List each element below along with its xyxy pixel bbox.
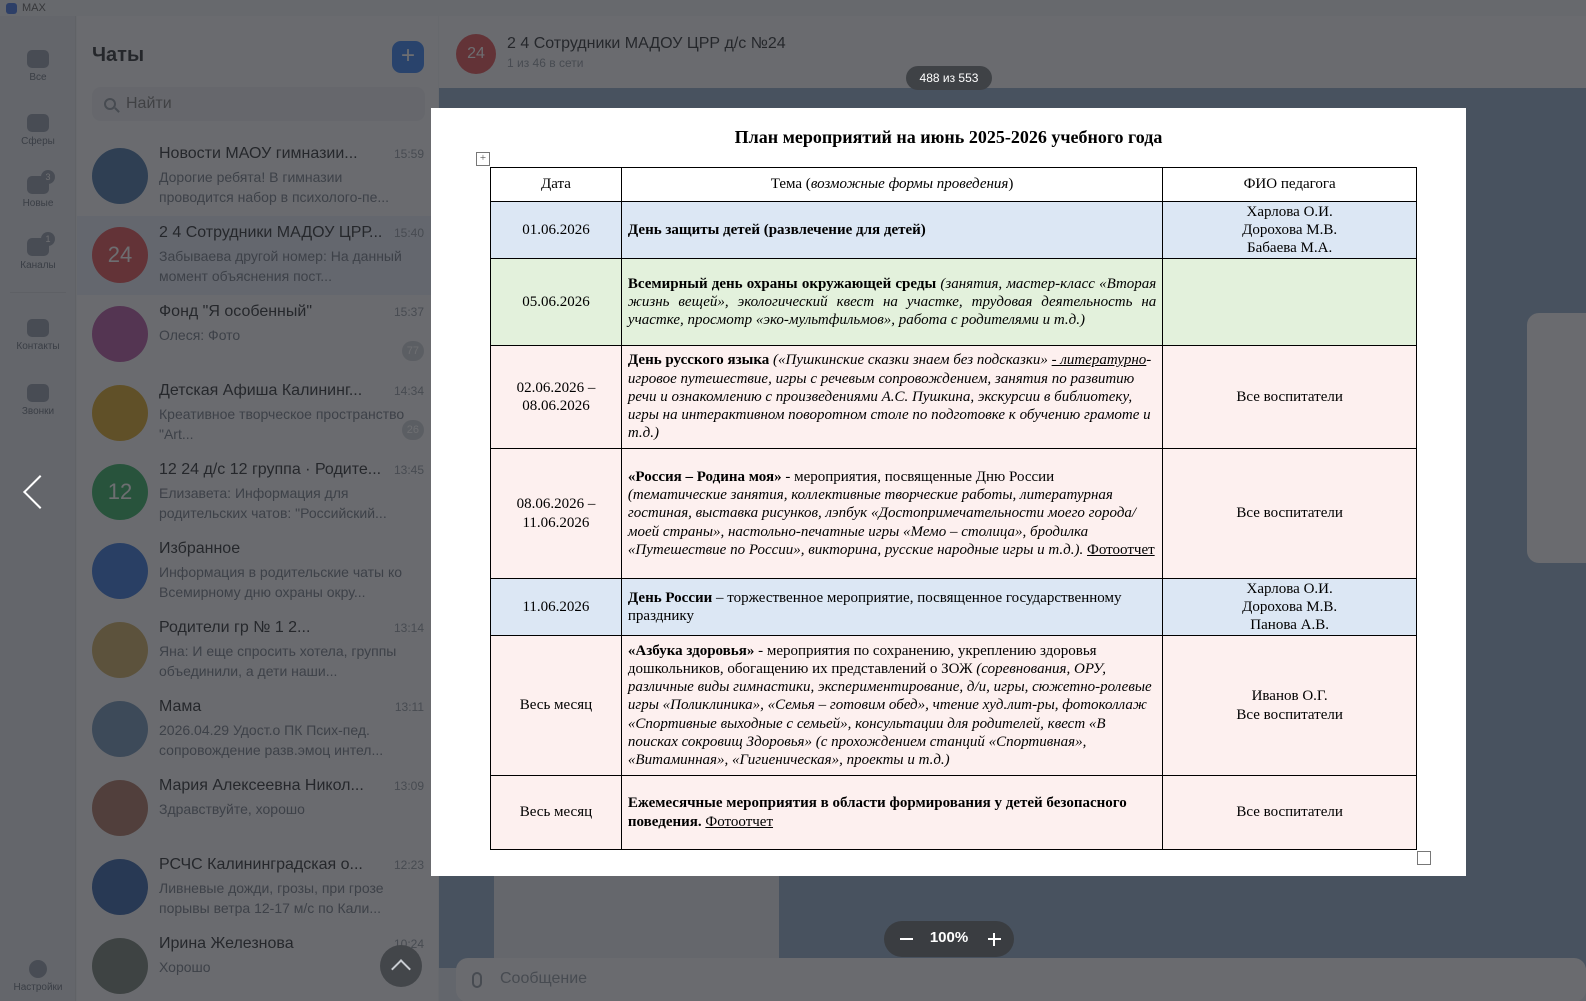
row-theme-bold: «Россия – Родина моя»	[627, 468, 782, 485]
photo-report-link: Фотоотчет	[1087, 541, 1155, 558]
zoom-out-button[interactable]	[894, 927, 918, 951]
teacher-name: Дорохова М.В.	[1242, 221, 1338, 238]
teacher-name: Иванов О.Г.	[1251, 688, 1328, 705]
row-teachers	[1163, 259, 1417, 346]
plan-table	[490, 167, 1417, 850]
image-counter: 488 из 553	[906, 66, 992, 90]
row-theme	[621, 449, 1162, 579]
row-date: 11.06.2026	[491, 579, 622, 636]
table-row	[491, 636, 1417, 776]
row-date: Весь месяц	[491, 776, 622, 850]
row-theme-italic: (тематические занятия, коллективные творческие работы, литературная гостиная, выставка рисунков, лэпбук «Достопримечательности моего города/моей страны», настольно-печатные игры «Мемо – столица», бродилка «Путешествие по России», викторина, русские народные игры и т.д.).	[627, 487, 1137, 558]
header-date: Дата	[491, 168, 622, 202]
row-date	[491, 346, 622, 449]
table-resize-handle-icon	[1417, 851, 1431, 865]
row-theme-bold: «Азбука здоровья»	[627, 642, 755, 659]
row-theme	[621, 579, 1162, 636]
row-theme-plain: - мероприятия, посвященные Дню России	[781, 468, 1055, 485]
row-theme	[621, 636, 1162, 776]
header-theme	[621, 168, 1162, 202]
row-theme-bold: День России	[627, 589, 713, 606]
zoom-level: 100%	[929, 929, 969, 946]
row-theme-italic: (занятия, мастер-класс «Вторая жизнь вещей», экологический квест на участке, трудовая деятельность на участке, просмотр «эко-мультфильмов», работа с родителями и т.д.)	[627, 275, 1157, 329]
zoom-controls	[884, 921, 1014, 957]
date-start: 08.06.2026 –	[516, 496, 596, 513]
table-move-handle-icon: +	[476, 152, 490, 166]
photo-report-link: Фотоотчет	[705, 813, 774, 830]
row-teachers	[1163, 636, 1417, 776]
row-theme-bold: Всемирный день охраны окружающей среды	[627, 275, 937, 292]
table-header-row	[491, 168, 1417, 202]
row-teachers	[1163, 202, 1417, 259]
teacher-name: Дорохова М.В.	[1242, 598, 1338, 615]
row-teachers	[1163, 579, 1417, 636]
row-theme	[621, 776, 1162, 850]
row-date: Весь месяц	[491, 636, 622, 776]
date-start: 02.06.2026 –	[516, 379, 596, 396]
header-teacher: ФИО педагога	[1163, 168, 1417, 202]
row-date: 01.06.2026	[491, 202, 622, 259]
zoom-in-button[interactable]	[982, 927, 1006, 951]
row-theme	[621, 202, 1162, 259]
row-teachers: Все воспитатели	[1163, 449, 1417, 579]
row-theme-plain: - мероприятия по сохранению, укреплению здоровья дошкольников, обогащению их представлений о ЗОЖ	[627, 642, 1097, 677]
row-theme	[621, 346, 1162, 449]
row-theme-plain: – торжественное мероприятие, посвященное государственному празднику	[627, 589, 1122, 624]
row-theme-italic: (соревнования, ОРУ, различные виды гимнастики, экспериментирование, д/и, игры, сюжетно-ролевые игры «Поликлиника», «Семья – готовим обед», чтение худ.лит-ры, фотоколлаж «Спортивные выходные с семьей», консультации для родителей, квест «В поисках сокровищ Здоровья» (с прохождением станций «Спортивная», «Витаминная», «Гигиеническая», проекты и т.д.)	[627, 660, 1152, 768]
row-theme-bold: День защиты детей (развлечение для детей)	[627, 221, 926, 238]
document-image	[431, 108, 1466, 876]
teacher-name: Бабаева М.А.	[1247, 240, 1333, 257]
teacher-name: Все воспитатели	[1236, 706, 1343, 723]
teacher-name: Харлова О.И.	[1246, 203, 1333, 220]
row-theme-underline: - литературно	[1051, 352, 1147, 369]
previous-image-button[interactable]	[20, 472, 48, 512]
date-end: 08.06.2026	[522, 398, 590, 414]
row-theme-italic-2: -игровое путешествие, игры с речевым сопровождением, занятия по развитию речи и ознакомлению с произведениями А.С. Пушкина, экскурсии в библиотеку, игры на интерактивном поворотном столе по подготовке к обучению грамоте и т.д.)	[627, 352, 1152, 442]
row-date: 05.06.2026	[491, 259, 622, 346]
row-teachers: Все воспитатели	[1163, 776, 1417, 850]
row-theme	[621, 259, 1162, 346]
scroll-up-button[interactable]	[380, 945, 422, 987]
row-theme-bold: День русского языка	[627, 352, 770, 369]
table-row	[491, 776, 1417, 850]
table-row	[491, 346, 1417, 449]
row-date	[491, 449, 622, 579]
table-row	[491, 202, 1417, 259]
row-theme-bold: Ежемесячные мероприятия в области формирования у детей безопасного поведения.	[627, 795, 1127, 830]
table-row	[491, 259, 1417, 346]
row-teachers: Все воспитатели	[1163, 346, 1417, 449]
table-row	[491, 449, 1417, 579]
document-title: План мероприятий на июнь 2025-2026 учебного года	[734, 127, 1163, 147]
row-theme-italic: («Пушкинские сказки знаем без подсказки»	[769, 352, 1052, 369]
header-theme-text: Тема (	[770, 176, 811, 193]
header-theme-italic: возможные формы проведения	[810, 176, 1009, 193]
table-row	[491, 579, 1417, 636]
date-end: 11.06.2026	[522, 514, 590, 531]
header-theme-close: )	[1008, 176, 1014, 193]
teacher-name: Панова А.В.	[1250, 617, 1329, 634]
teacher-name: Харлова О.И.	[1246, 580, 1333, 597]
